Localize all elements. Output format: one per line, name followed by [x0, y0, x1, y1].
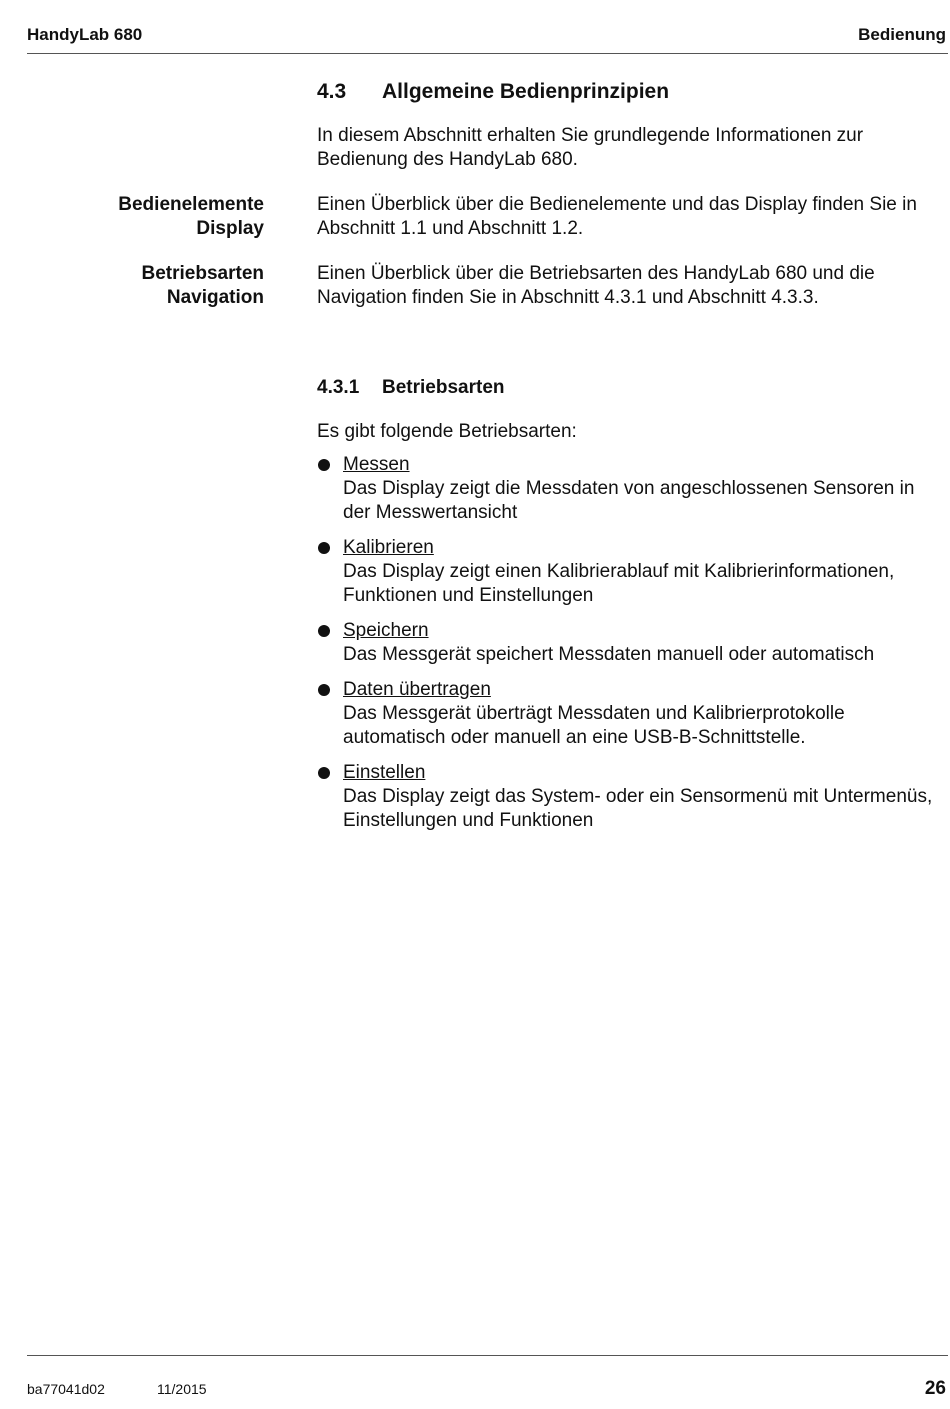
footer-document-id: ba77041d02	[27, 1381, 105, 1397]
subsection-number: 4.3.1	[317, 377, 360, 398]
section-heading	[317, 80, 669, 104]
section-intro: In diesem Abschnitt erhalten Sie grundlegende Informationen zur Bedienung des HandyLab 680.	[317, 125, 864, 170]
side-label-line: Display	[196, 218, 264, 239]
header-product-name: HandyLab 680	[27, 25, 143, 44]
operating-modes-list	[317, 453, 947, 844]
list-item	[317, 761, 947, 833]
mode-title: Speichern	[343, 620, 429, 641]
mode-description: Das Display zeigt einen Kalibrierablauf mit Kalibrierinformationen, Funktionen und Einstellungen	[343, 561, 895, 606]
list-item	[317, 536, 947, 608]
list-item	[317, 453, 947, 525]
mode-title: Einstellen	[343, 762, 426, 783]
side-label-controls-display	[24, 193, 264, 241]
subsection-intro: Es gibt folgende Betriebsarten:	[317, 421, 577, 442]
mode-title: Kalibrieren	[343, 537, 434, 558]
footer-date: 11/2015	[157, 1381, 207, 1397]
mode-description: Das Messgerät überträgt Messdaten und Kalibrierprotokolle automatisch oder manuell an eine USB-B-Schnittstelle.	[343, 703, 845, 748]
side-label-line: Betriebsarten	[141, 263, 264, 284]
bullet-icon	[318, 459, 330, 471]
side-label-line: Bedienelemente	[118, 194, 264, 215]
mode-description: Das Messgerät speichert Messdaten manuell oder automatisch	[343, 644, 875, 665]
header-chapter-title: Bedienung	[858, 25, 946, 44]
list-item	[317, 619, 947, 667]
side-label-line: Navigation	[166, 287, 264, 308]
mode-description: Das Display zeigt das System- oder ein Sensormenü mit Untermenüs, Einstellungen und Funktionen	[343, 786, 933, 831]
header-divider	[27, 53, 948, 54]
side-block-text-controls-display: Einen Überblick über die Bedienelemente und das Display finden Sie in Abschnitt 1.1 und Abschnitt 1.2.	[317, 194, 917, 239]
subsection-heading	[317, 377, 505, 399]
mode-title: Messen	[343, 454, 410, 475]
page-number: 26	[924, 1378, 946, 1399]
subsection-title: Betriebsarten	[382, 377, 505, 398]
section-title: Allgemeine Bedienprinzipien	[382, 80, 670, 103]
bullet-icon	[318, 625, 330, 637]
footer-divider	[27, 1355, 948, 1356]
bullet-icon	[318, 684, 330, 696]
mode-description: Das Display zeigt die Messdaten von angeschlossenen Sensoren in der Messwertansicht	[343, 478, 915, 523]
section-number: 4.3	[317, 80, 347, 103]
mode-title: Daten übertragen	[343, 679, 491, 700]
bullet-icon	[318, 542, 330, 554]
list-item	[317, 678, 947, 750]
side-label-modes-navigation	[24, 262, 264, 310]
bullet-icon	[318, 767, 330, 779]
side-block-text-modes-navigation: Einen Überblick über die Betriebsarten des HandyLab 680 und die Navigation finden Sie in Abschnitt 4.3.1 und Abschnitt 4.3.3.	[317, 263, 875, 308]
